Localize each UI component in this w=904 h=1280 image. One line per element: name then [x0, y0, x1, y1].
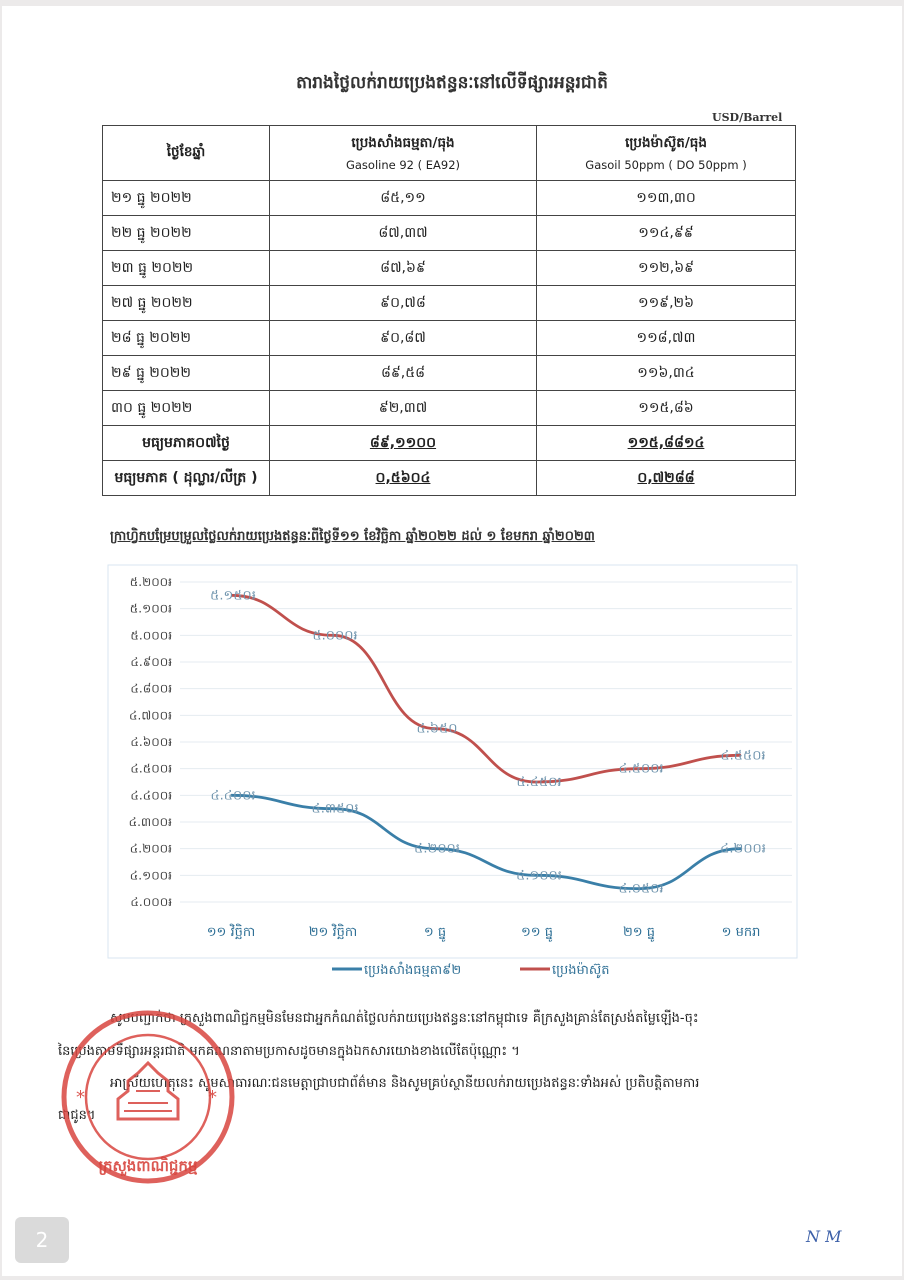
stamp-text: ក្រសួងពាណិជ្ជកម្ម: [98, 1157, 198, 1175]
legend-label-0: ប្រេងសាំងធម្មតា៩២: [364, 963, 462, 978]
y-tick-label: ៥.១០០៛: [129, 601, 172, 616]
average-7day-row: មធ្យមភាគ០៧ថ្ងៃ ៨៩,១១០០ ១១៥,៨៨១៤: [103, 426, 796, 461]
table-row: ២៩ ធ្នូ ២០២២ ៨៩,៥៨ ១១៦,៣៤: [103, 356, 796, 391]
data-label: ៤.៤៥០៛: [516, 775, 562, 790]
table-row: ២១ ធ្នូ ២០២២ ៨៥,១១ ១១៣,៣០: [103, 181, 796, 216]
page-number-badge[interactable]: 2: [15, 1217, 69, 1263]
table-row: ៣០ ធ្នូ ២០២២ ៩២,៣៧ ១១៥,៨៦: [103, 391, 796, 426]
y-tick-label: ៤.២០០៛: [129, 841, 172, 856]
data-label: ៤.៣៥០៛: [311, 801, 359, 817]
svg-text:*: *: [76, 1087, 85, 1108]
avg7-diesel: ១១៥,៨៨១៤: [627, 434, 705, 451]
table-row: ២៨ ធ្នូ ២០២២ ៩០,៨៧ ១១៨,៧៣: [103, 321, 796, 356]
y-tick-label: ៤.៦០០៛: [130, 735, 172, 749]
data-label: ៤.០៥០៛: [618, 881, 664, 897]
document-title: តារាងថ្លៃលក់រាយប្រេងឥន្ធនៈនៅលើទីផ្សារអន្តរជាតិ: [296, 73, 608, 93]
signature: N M: [806, 1227, 842, 1246]
y-tick-label: ៤.៩០០៛: [130, 655, 172, 669]
y-tick-label: ៤.៧០០៛: [129, 708, 172, 723]
data-label: ៤.១០០៛: [516, 868, 562, 884]
chart-title: ក្រាហ្វិកបម្រែបម្រួលថ្លៃលក់រាយប្រេងឥន្ធនៈពីថ្ងៃទី១១ ខែវិច្ឆិកា ឆ្នាំ២០២២ ដល់ ១ ខែមករា ឆ្នាំ២០២៣: [110, 529, 595, 544]
table-row: ២៣ ធ្នូ ២០២២ ៨៧,៦៩ ១១២,៦៩: [103, 251, 796, 286]
note-line-4: ជាជូន។: [58, 1108, 96, 1123]
header-gasoline: ប្រេងសាំងធម្មតា/ធុង Gasoline 92 ( EA92): [270, 126, 537, 181]
x-tick-label: ២១ ធ្នូ: [622, 925, 656, 940]
note-line-1: សូមបញ្ជាក់ថា ក្រសួងពាណិជ្ជកម្មមិនមែនជាអ្នកកំណត់ថ្លៃលក់រាយប្រេងឥន្ធនៈនៅកម្ពុជាទេ គឺក្រសួងគ្រាន់តែស្រង់តម្លៃឡើង-ចុះ: [110, 1011, 699, 1026]
legend-label-1: ប្រេងម៉ាស៊ូត: [552, 963, 610, 978]
data-label: ៤.២០០៛: [414, 841, 460, 857]
x-tick-label: ១១ ធ្នូ: [520, 925, 554, 940]
x-tick-label: ១១ វិច្ឆិកា: [206, 925, 256, 940]
data-label: ៤.៥០០៛: [618, 761, 664, 777]
ministry-stamp: [58, 1007, 238, 1187]
header-date: ថ្ងៃខែឆ្នាំ: [103, 126, 270, 181]
y-tick-label: ៤.៨០០៛: [130, 681, 172, 696]
data-label: ៤.៥៥០៛: [720, 748, 766, 764]
avg7-gasoline: ៨៩,១១០០: [369, 434, 437, 451]
data-label: ៤.២០០៛: [720, 841, 766, 857]
svg-text:*: *: [208, 1087, 217, 1108]
table-row: ២៧ ធ្នូ ២០២២ ៩០,៧៨ ១១៩,២៦: [103, 286, 796, 321]
table-row: ២២ ធ្នូ ២០២២ ៨៧,៣៧ ១១៤,៩៩: [103, 216, 796, 251]
y-tick-label: ៥.២០០៛: [129, 575, 172, 589]
y-tick-label: ៤.៣០០៛: [128, 815, 172, 829]
average-liter-row: មធ្យមភាគ ( ដុល្លារ/លីត្រ ) ០,៥៦០៤ ០,៧២៨៨: [103, 461, 796, 496]
data-label: ៥.០០០៛: [312, 628, 358, 644]
header-diesel: ប្រេងម៉ាស៊ូត/ធុង Gasoil 50ppm ( DO 50ppm ): [537, 126, 796, 181]
data-label: ៤.៦៥០: [416, 721, 458, 737]
y-tick-label: ៥.០០០៛: [130, 628, 172, 643]
avg-liter-diesel: ០,៧២៨៨: [637, 469, 695, 486]
data-label: ៤.៤០០៛: [210, 788, 256, 804]
note-line-3: អាស្រ័យហេតុនេះ សូមសាធារណៈជនមេត្តាជ្រាបជាព័ត៌មាន និងសូមគ្រប់ស្ថានីយលក់រាយប្រេងឥន្ធនៈទាំងអស់ ប្រតិបត្តិតាមការ: [110, 1076, 700, 1091]
x-tick-label: ១ មករា: [721, 925, 761, 940]
y-tick-label: ៤.៥០០៛: [130, 761, 172, 776]
x-tick-label: ២១ វិច្ឆិកា: [308, 925, 358, 940]
avg-liter-gasoline: ០,៥៦០៤: [375, 469, 431, 486]
data-label: ៥.១៥០៛: [210, 588, 256, 604]
x-tick-label: ១ ធ្នូ: [423, 925, 447, 940]
unit-label: USD/Barrel: [712, 111, 783, 124]
y-tick-label: ៤.១០០៛: [129, 868, 172, 883]
y-tick-label: ៤.៤០០៛: [130, 788, 172, 803]
note-line-2: នៃប្រេងតាមទីផ្សារអន្តរជាតិ មកគណនាតាមប្រកាសដូចមានក្នុងឯកសារយោងខាងលើតែប៉ុណ្ណោះ ។: [58, 1044, 520, 1059]
y-tick-label: ៤.០០០៛: [130, 895, 172, 909]
